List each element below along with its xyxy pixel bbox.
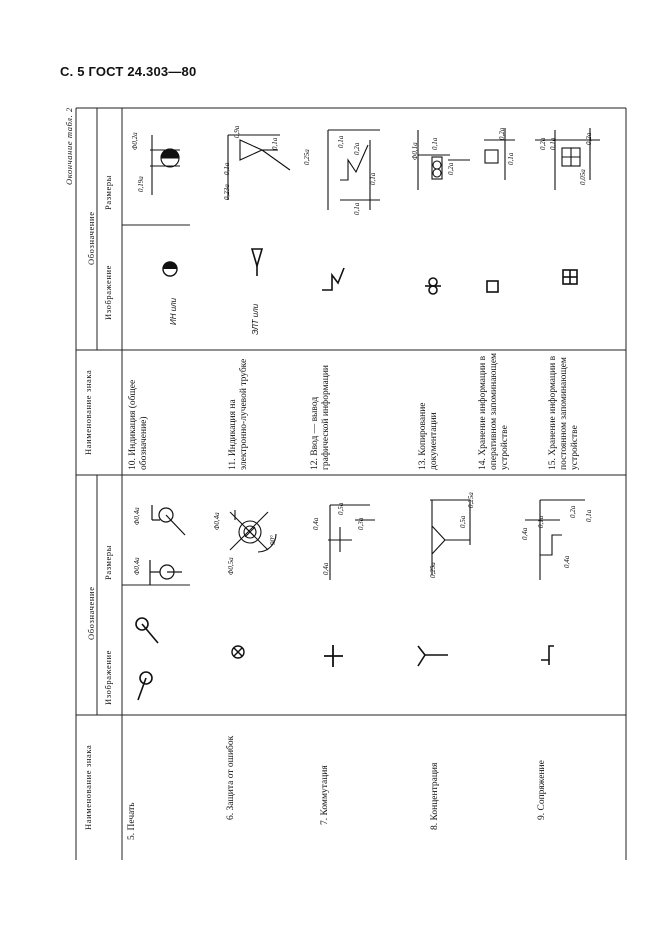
interface-icon — [541, 646, 554, 665]
graphic-io-icon — [322, 268, 344, 290]
row-13-name: 13. Копирование документации — [418, 402, 439, 470]
print-symbol-icon — [136, 618, 158, 700]
col-header-sizes-left: Размеры — [103, 544, 113, 580]
row-11-name: 11. Индикация на электронно-лучевой трубке — [228, 358, 249, 470]
row-8-dim-3: 0,25a — [467, 492, 475, 508]
row-8-name: 8. Концентрация — [430, 762, 440, 830]
row-13-dim-1: Φ0,1a — [411, 142, 419, 160]
row-7-dim-4: 0,3a — [357, 517, 365, 530]
row-8-dim-2: 0,5a — [459, 515, 467, 528]
col-header-designation-left: Обозначение — [86, 586, 96, 640]
row-9-name: 9. Сопряжение — [537, 760, 547, 820]
row-9-dim-5: 0,1a — [585, 509, 593, 522]
row-12-dim-1: 0,25a — [303, 149, 311, 165]
ram-storage-icon — [487, 281, 498, 292]
row-11-dim-2: 0,23a — [223, 184, 231, 200]
col-header-image-right: Изображение — [103, 264, 113, 320]
rom-storage-icon — [563, 270, 577, 284]
row-7-dim-1: 0,4a — [312, 517, 320, 530]
row-10-dim-1: Φ0,2a — [131, 132, 139, 150]
row-7-dim-2: 0,4a — [322, 562, 330, 575]
row-12-dim-4: 0,1a — [369, 172, 377, 185]
copy-icon — [425, 278, 441, 294]
row-5-name: 5. Печать — [127, 802, 137, 840]
row-12-dim-5: 0,1a — [353, 202, 361, 215]
concentration-icon — [418, 646, 448, 666]
row-11-dim-4: 0,1a — [271, 137, 279, 150]
row-14-name: 14. Хранение информации в оперативном запоминающем устройстве — [478, 352, 510, 470]
row-10-dim-2: 0,19a — [137, 176, 145, 192]
row-15-dim-2: 0,1a — [549, 137, 557, 150]
row-15-dim-3: 0,2a — [585, 132, 593, 145]
switching-icon — [324, 645, 343, 667]
row-11-image-label: ЭЛТ или — [251, 303, 260, 335]
row-13-dim-2: 0,1a — [431, 137, 439, 150]
switching-dims-icon — [328, 502, 375, 580]
row-15-dim-4: 0,05a — [579, 169, 587, 185]
row-6-dim-3: 90° — [269, 535, 277, 545]
table-continuation-note: Окончание табл. 2 — [64, 107, 74, 185]
col-header-name-right: Наименование знака — [83, 369, 93, 455]
indication-icon — [163, 262, 177, 276]
col-header-image-left: Изображение — [103, 649, 113, 705]
col-header-name-left: Наименование знака — [83, 744, 93, 830]
indication-dims-icon — [150, 135, 180, 195]
row-6-name: 6. Защита от ошибок — [226, 735, 236, 820]
error-protection-icon — [232, 646, 244, 658]
row-15-name: 15. Хранение информации в постоянном запоминающем устройстве — [548, 355, 580, 470]
row-6-dim-1: Φ0,5a — [227, 557, 235, 575]
row-14-dim-1: 0,2a — [498, 127, 506, 140]
row-7-name: 7. Коммутация — [320, 765, 330, 825]
row-9-dim-1: 0,4a — [521, 527, 529, 540]
row-5-dim-1: Φ0,4a — [133, 507, 141, 525]
col-header-designation-right: Обозначение — [86, 211, 96, 265]
col-header-sizes-right: Размеры — [103, 174, 113, 210]
row-9-dim-2: 0,1a — [537, 515, 545, 528]
row-7-dim-3: 0,5a — [337, 502, 345, 515]
row-8-dim-1: 0,25a — [429, 562, 437, 578]
row-12-dim-3: 0,2a — [353, 142, 361, 155]
row-10-image-label: ИН или — [169, 297, 178, 325]
print-dims-icon — [150, 505, 185, 585]
copy-dims-icon — [418, 130, 470, 190]
row-13-dim-3: 0,2a — [447, 162, 455, 175]
row-12-name: 12. Ввод — вывод графической информации — [310, 365, 331, 470]
row-10-name: 10. Индикация (общее обозначение) — [128, 379, 149, 470]
row-6-dim-2: Φ0,4a — [213, 512, 221, 530]
row-5-dim-2: Φ0,4a — [133, 557, 141, 575]
error-protection-dims-icon — [230, 510, 276, 552]
row-11-dim-1: 0,1a — [223, 162, 231, 175]
page-header: С. 5 ГОСТ 24.303—80 — [60, 64, 197, 79]
row-15-dim-1: 0,2a — [539, 137, 547, 150]
row-11-dim-3: 0,9a — [233, 125, 241, 138]
crt-indication-icon — [252, 249, 262, 276]
row-9-dim-4: 0,2a — [569, 505, 577, 518]
row-9-dim-3: 0,4a — [563, 555, 571, 568]
row-12-dim-2: 0,1a — [337, 135, 345, 148]
row-14-dim-2: 0,1a — [507, 152, 515, 165]
